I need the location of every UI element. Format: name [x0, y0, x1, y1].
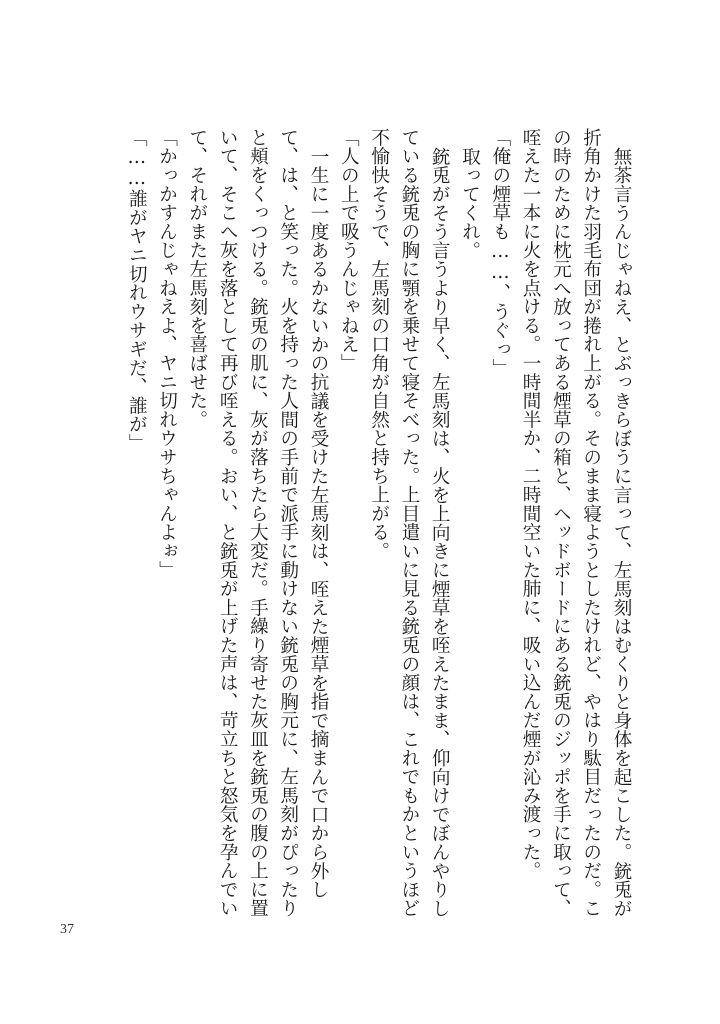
- paragraph: 取ってくれ。: [459, 146, 481, 260]
- paragraph: 銃兎がそう言うより早く、左馬刻は、火を上向きに煙草を咥えたまま、仰向けでぼんやりしている銃兎の胸に顎を乗せて寝そべった。上目遣いに見る銃兎の顔は、これでもかというほど不愉快そうで、左馬刻の口角が自然と持ち上がる。: [368, 128, 451, 918]
- paragraph: 一生に一度あるかないかの抗議を受けた左馬刻は、咥えた煙草を指で摘まんで口から外して、は、と笑った。火を持った人間の手前で派手に動けない銃兎の胸元に、左馬刻がぴったりと頬をくっつける。銃兎の肌に、灰が落ちたら大変だ。手繰り寄せた灰皿を銃兎の腹の上に置いて、そこへ灰を落として再び咥える。おい、と銃兎が上げた声は、苛立ちと怒気を孕んでいて、それがまた左馬刻を喜ばせた。: [186, 128, 330, 918]
- dialog-line: 「……誰がヤニ切れウサギだ、誰が」: [126, 128, 148, 453]
- dialog-line: 「かっかすんじゃねえよ、ヤニ切れウサちゃんよぉ」: [156, 128, 178, 580]
- dialog-line: 「俺の煙草も……、うぐっ」: [489, 128, 511, 378]
- vertical-text-body: [76, 128, 636, 918]
- dialog-line: 「人の上で吸うんじゃねえ」: [338, 128, 360, 373]
- paragraph: 無茶言うんじゃねえ、とぶっきらぼうに言って、左馬刻はむくりと身体を起こした。銃兎が折角かけた羽毛布団が捲れ上がる。そのまま寝ようとしたけれど、やはり駄目だったのだ。この時のために枕元へ放ってある煙草の箱と、ヘッドボードにある銃兎のジッポを手に取って、咥えた一本に火を点ける。一時間半か、二時間空いた肺に、吸い込んだ煙が沁み渡った。: [520, 128, 632, 918]
- page-number: 37: [60, 922, 74, 937]
